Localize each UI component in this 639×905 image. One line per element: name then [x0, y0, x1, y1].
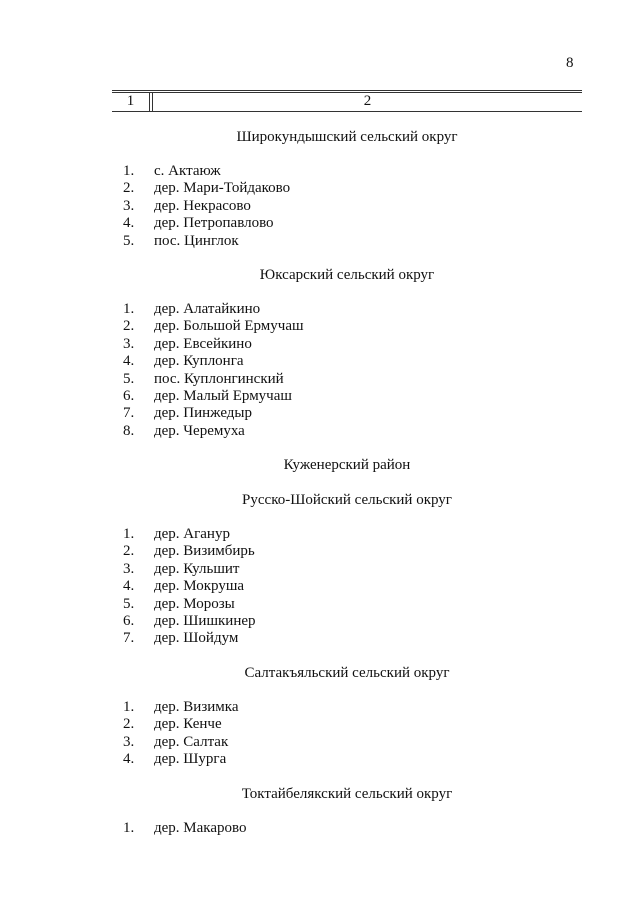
- list-item-text: дер. Малый Ермучаш: [154, 387, 292, 404]
- section-title: Куженерский район: [283, 457, 411, 473]
- list-item-text: дер. Куплонга: [154, 353, 244, 370]
- list-item-number: 5.: [123, 232, 135, 249]
- list-item-number: 1.: [123, 820, 135, 836]
- list-item-text: пос. Цинглок: [154, 232, 239, 249]
- section-title: Широкундышский сельский округ: [236, 129, 458, 145]
- list-item-number: 2.: [123, 318, 135, 335]
- section-title: Салтакъяльский сельский округ: [244, 665, 450, 681]
- list-item-number: 1.: [123, 526, 135, 542]
- page-number: 8: [566, 55, 574, 71]
- section-title: Юксарский сельский округ: [259, 267, 435, 283]
- table-header: [112, 90, 582, 112]
- column-divider: [149, 92, 150, 111]
- list-item-text: дер. Евсейкино: [154, 335, 252, 352]
- table-top-rule: [112, 90, 582, 91]
- column-2-number: 2: [363, 93, 372, 109]
- list-item-number: 3.: [123, 733, 135, 750]
- section-title: Русско-Шойский сельский округ: [242, 492, 452, 508]
- list-item-number: 2.: [123, 716, 135, 733]
- list-item-text: дер. Большой Ермучаш: [154, 318, 304, 335]
- list-item-number: 4.: [123, 353, 135, 370]
- list-item-number: 4.: [123, 215, 135, 232]
- list-item-text: дер. Кенче: [154, 716, 222, 733]
- list-item-text: дер. Салтак: [154, 733, 229, 750]
- list-item-text: дер. Аганур: [154, 526, 230, 542]
- list-item-number: 8.: [123, 422, 135, 439]
- list-item-number: 4.: [123, 578, 135, 595]
- list-item-number: 5.: [123, 370, 135, 387]
- list-item-number: 1.: [123, 301, 135, 317]
- table-bottom-rule: [112, 111, 582, 112]
- section-title: Токтайбелякский сельский округ: [241, 786, 453, 802]
- list-item-text: пос. Куплонгинский: [154, 370, 284, 387]
- list-item-number: 6.: [123, 612, 135, 629]
- list-item-text: с. Актаюж: [154, 163, 221, 179]
- list-item-text: дер. Черемуха: [154, 422, 245, 439]
- list-item-text: дер. Кульшит: [154, 560, 240, 577]
- list-item-number: 4.: [123, 751, 135, 768]
- list-item-text: дер. Шойдум: [154, 630, 239, 647]
- list-item-number: 7.: [123, 630, 135, 647]
- list-item-text: дер. Мари-Тойдаково: [154, 180, 291, 197]
- list-item-number: 2.: [123, 543, 135, 560]
- list-item-number: 5.: [123, 595, 135, 612]
- list-item-text: дер. Визимбирь: [154, 543, 255, 560]
- list-item-number: 6.: [123, 387, 135, 404]
- list-item-number: 1.: [123, 699, 135, 715]
- list-item-text: дер. Пинжедыр: [154, 405, 253, 422]
- list-item-number: 2.: [123, 180, 135, 197]
- list-item-number: 1.: [123, 163, 135, 179]
- list-item-text: дер. Петропавлово: [154, 215, 274, 232]
- list-item-text: дер. Мокруша: [154, 578, 245, 595]
- column-1-number: 1: [126, 93, 135, 109]
- list-item-text: дер. Алатайкино: [154, 301, 261, 317]
- list-item-text: дер. Некрасово: [154, 197, 251, 214]
- list-item-text: дер. Макарово: [154, 820, 247, 836]
- list-item-number: 3.: [123, 560, 135, 577]
- list-item-text: дер. Визимка: [154, 699, 239, 715]
- list-item-text: дер. Морозы: [154, 595, 235, 612]
- list-item-number: 7.: [123, 405, 135, 422]
- list-item-text: дер. Шишкинер: [154, 612, 256, 629]
- list-item-text: дер. Шурга: [154, 751, 227, 768]
- list-item-number: 3.: [123, 335, 135, 352]
- list-item-number: 3.: [123, 197, 135, 214]
